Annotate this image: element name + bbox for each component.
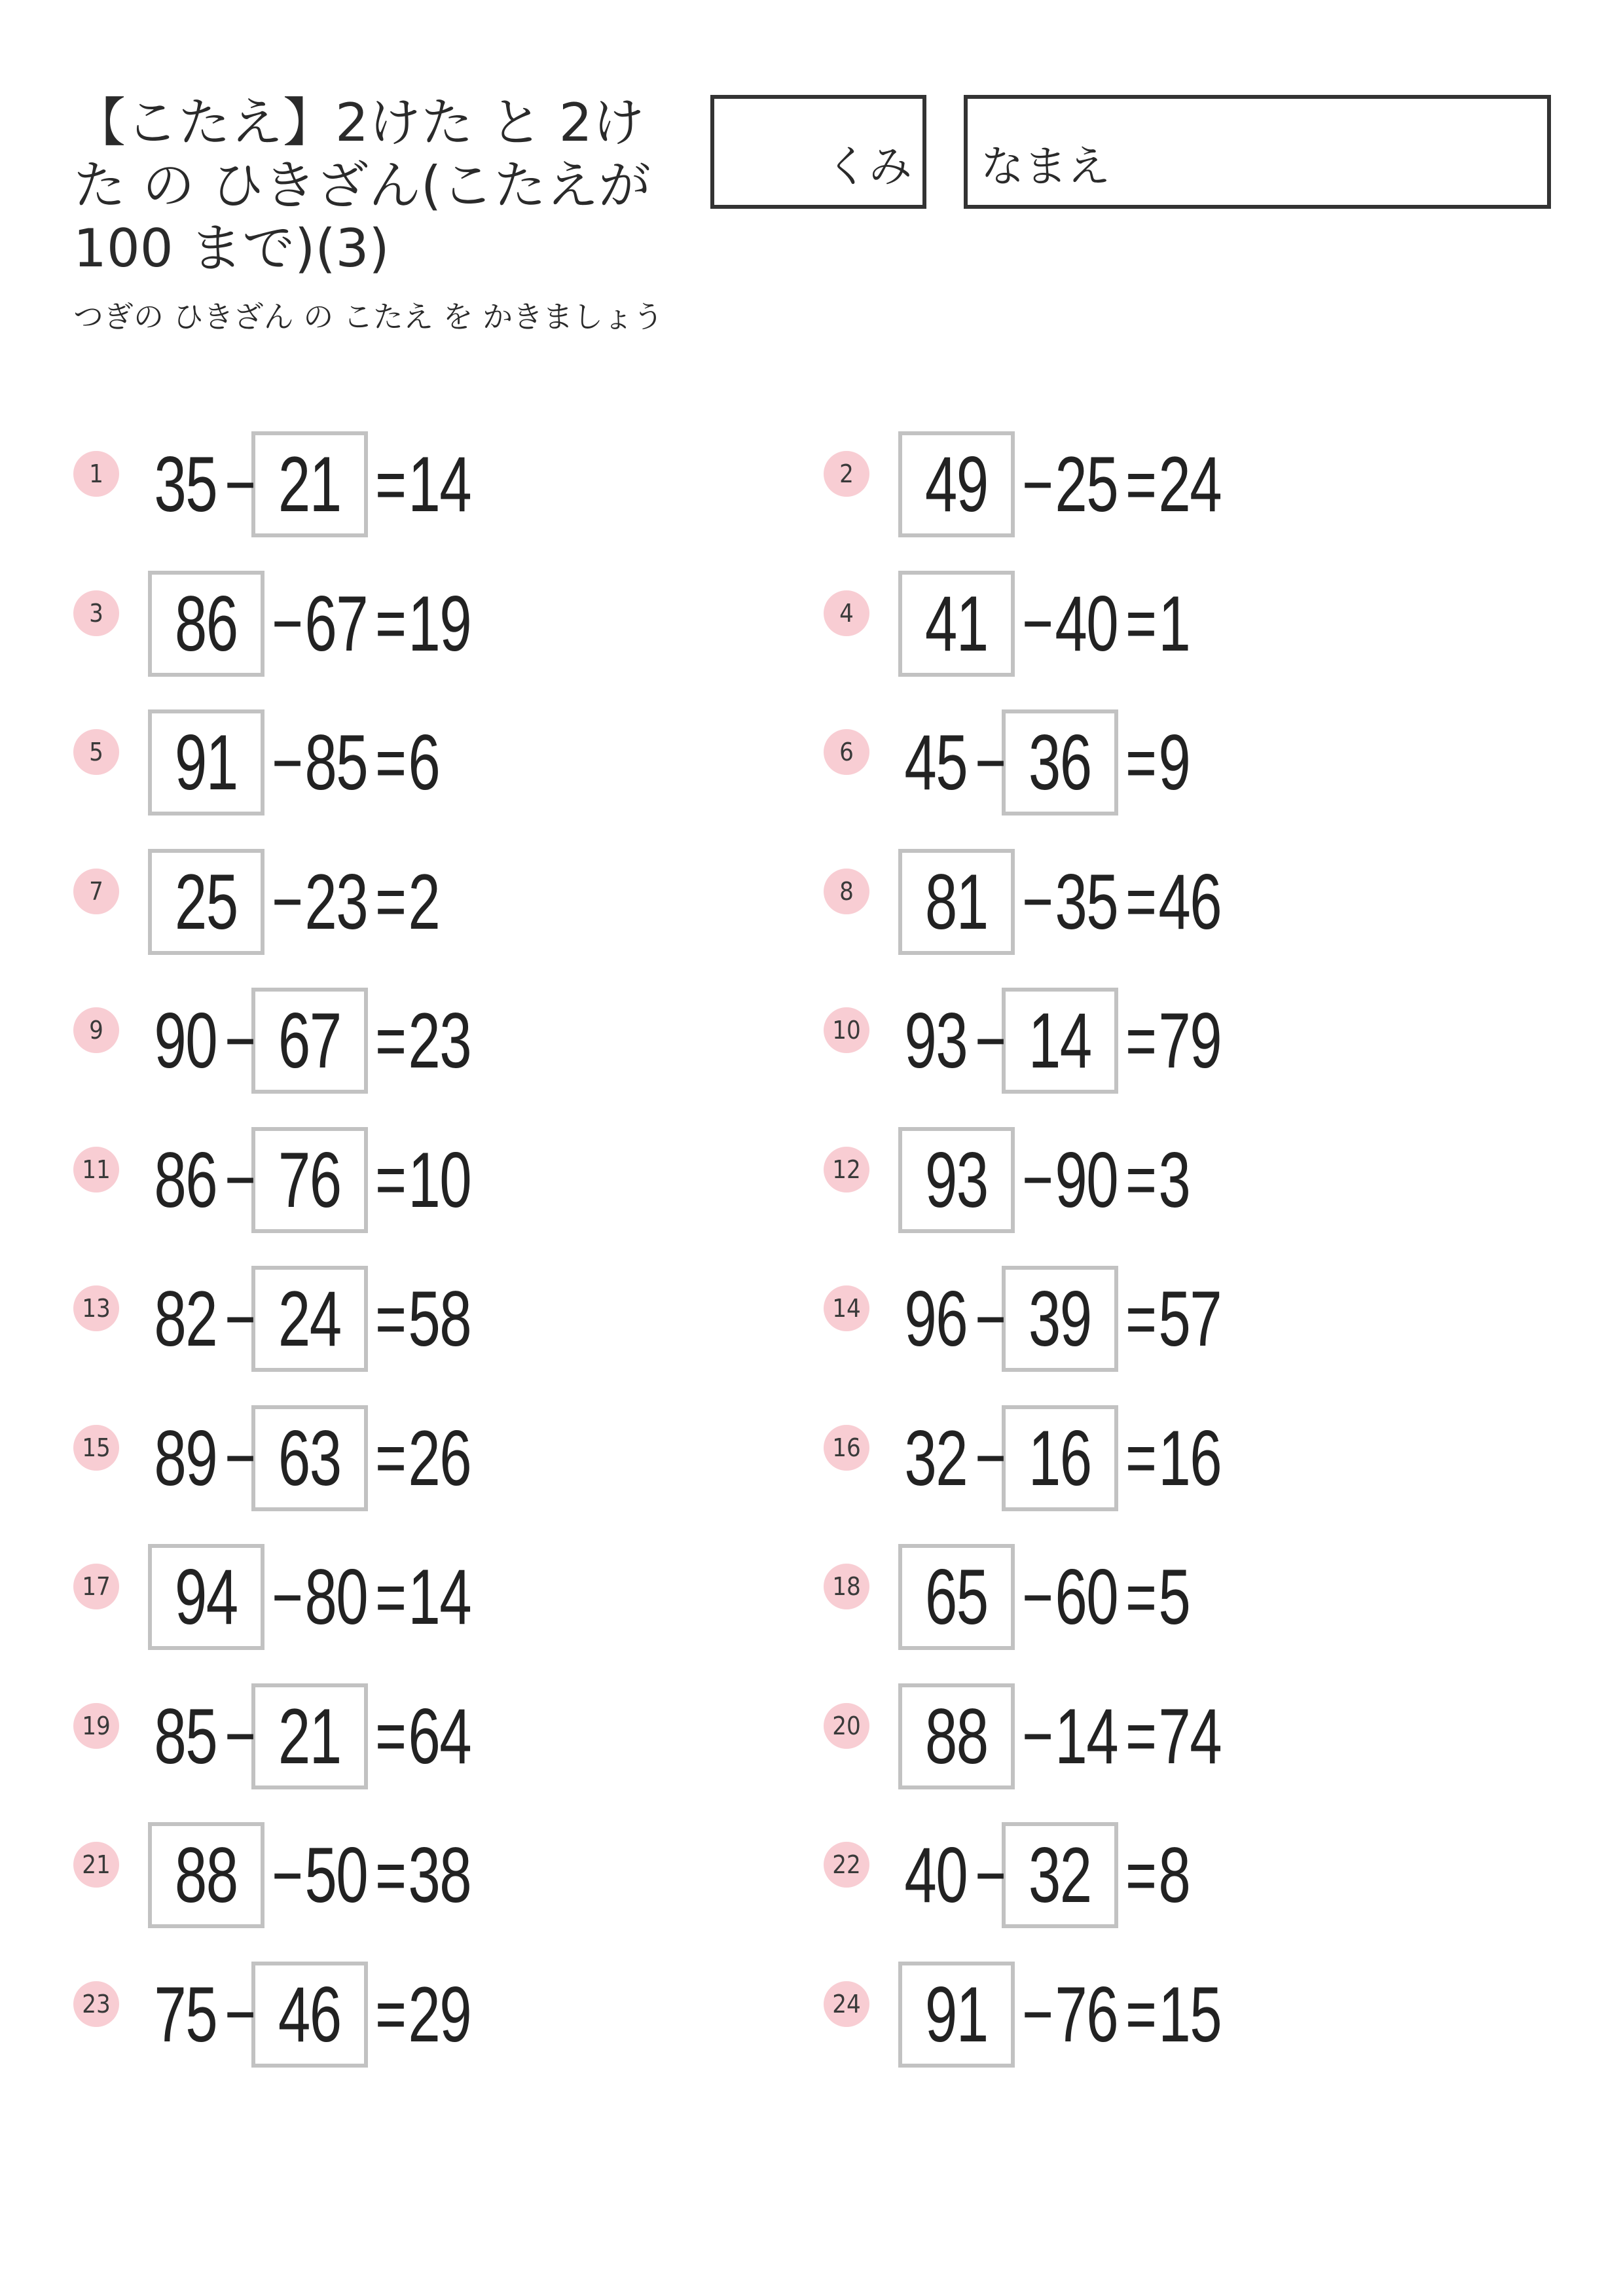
- equals-sign: =: [375, 1418, 406, 1498]
- answer-box[interactable]: [1002, 1266, 1118, 1372]
- result-value: 57: [1158, 1275, 1222, 1363]
- result-value: 14: [408, 1553, 471, 1641]
- problem-item: [73, 429, 475, 540]
- operand-a: 35: [154, 440, 217, 528]
- answer-box[interactable]: [251, 1405, 368, 1511]
- equals-sign: =: [1125, 1556, 1156, 1638]
- result-value: 16: [1158, 1414, 1222, 1502]
- problem-number-badge: 15: [73, 1425, 119, 1471]
- problem-item: [824, 568, 1226, 679]
- operand-a: 75: [154, 1970, 217, 2058]
- problem-item: [824, 1959, 1226, 2070]
- minus-sign: −: [1022, 1974, 1053, 2054]
- problem-number-badge: 7: [73, 869, 119, 914]
- equals-sign: =: [1125, 722, 1156, 803]
- equals-sign: =: [375, 1278, 406, 1359]
- problem-number-badge: 8: [824, 869, 869, 914]
- result-value: 64: [408, 1692, 471, 1780]
- answer-value-b: 76: [278, 1136, 341, 1224]
- operand-a: 90: [154, 997, 217, 1085]
- operand-b: 14: [1055, 1692, 1118, 1780]
- equals-sign: =: [1125, 444, 1156, 525]
- answer-box[interactable]: [1002, 1822, 1118, 1928]
- answer-box[interactable]: [148, 849, 264, 955]
- answer-value-a: 41: [925, 579, 988, 668]
- problem-number-badge: 23: [73, 1981, 119, 2027]
- answer-box[interactable]: [251, 1127, 368, 1233]
- minus-sign: −: [272, 722, 302, 803]
- problem-item: [824, 846, 1226, 958]
- answer-value-a: 88: [175, 1831, 238, 1919]
- operand-a: 85: [154, 1692, 217, 1780]
- problem-number-badge: 11: [73, 1147, 119, 1193]
- answer-box[interactable]: [251, 1683, 368, 1789]
- answer-box[interactable]: [898, 1544, 1015, 1650]
- operand-b: 23: [304, 857, 368, 946]
- result-value: 8: [1158, 1831, 1190, 1919]
- result-value: 79: [1158, 997, 1222, 1085]
- minus-sign: −: [225, 1418, 255, 1498]
- result-value: 2: [408, 857, 440, 946]
- instruction-text: つぎの ひきざん の こたえ を かきましょう: [73, 299, 664, 334]
- minus-sign: −: [225, 1278, 255, 1359]
- minus-sign: −: [975, 722, 1006, 803]
- minus-sign: −: [1022, 444, 1053, 525]
- minus-sign: −: [272, 861, 302, 942]
- result-value: 1: [1158, 579, 1190, 668]
- problem-number-badge: 14: [824, 1285, 869, 1331]
- operand-b: 35: [1055, 857, 1118, 946]
- result-value: 58: [408, 1275, 471, 1363]
- operand-b: 40: [1055, 579, 1118, 668]
- problem-number-badge: 4: [824, 590, 869, 636]
- problem-item: [73, 1403, 475, 1514]
- problem-item: [73, 1820, 475, 1931]
- answer-box[interactable]: [1002, 1405, 1118, 1511]
- operand-b: 60: [1055, 1553, 1118, 1641]
- problem-item: [73, 1541, 475, 1653]
- answer-box[interactable]: [1002, 709, 1118, 816]
- result-value: 23: [408, 997, 471, 1085]
- name-label: なまえ: [981, 141, 1110, 192]
- answer-value-a: 81: [925, 857, 988, 946]
- answer-value-b: 39: [1029, 1275, 1091, 1363]
- minus-sign: −: [225, 1974, 255, 2054]
- problem-item: [824, 1124, 1226, 1236]
- problem-number-badge: 24: [824, 1981, 869, 2027]
- problem-number-badge: 19: [73, 1703, 119, 1749]
- equals-sign: =: [1125, 583, 1156, 664]
- result-value: 24: [1158, 440, 1222, 528]
- answer-value-b: 67: [278, 997, 341, 1085]
- result-value: 46: [1158, 857, 1222, 946]
- minus-sign: −: [975, 1835, 1006, 1916]
- problem-item: [824, 707, 1226, 818]
- operand-b: 67: [304, 579, 368, 668]
- result-value: 38: [408, 1831, 471, 1919]
- problem-item: [824, 1681, 1226, 1792]
- problem-number-badge: 20: [824, 1703, 869, 1749]
- minus-sign: −: [1022, 583, 1053, 664]
- class-label: くみ: [826, 141, 912, 192]
- problem-item: [73, 1263, 475, 1374]
- answer-value-b: 32: [1029, 1831, 1091, 1919]
- minus-sign: −: [1022, 1139, 1053, 1220]
- answer-box[interactable]: [251, 1962, 368, 2068]
- equals-sign: =: [1125, 1696, 1156, 1776]
- minus-sign: −: [975, 1418, 1006, 1498]
- operand-a: 32: [904, 1414, 968, 1502]
- equals-sign: =: [375, 1696, 406, 1776]
- answer-value-b: 63: [278, 1414, 341, 1502]
- equals-sign: =: [1125, 1139, 1156, 1220]
- answer-value-b: 21: [278, 1692, 341, 1780]
- minus-sign: −: [1022, 861, 1053, 942]
- problem-item: [824, 1820, 1226, 1931]
- answer-value-b: 24: [278, 1275, 341, 1363]
- equals-sign: =: [1125, 1278, 1156, 1359]
- problem-item: [73, 707, 475, 818]
- problem-number-badge: 22: [824, 1842, 869, 1888]
- answer-value-b: 36: [1029, 719, 1091, 806]
- minus-sign: −: [1022, 1556, 1053, 1638]
- answer-value-a: 91: [175, 719, 238, 806]
- operand-a: 89: [154, 1414, 217, 1502]
- answer-box[interactable]: [898, 1127, 1015, 1233]
- problem-number-badge: 18: [824, 1564, 869, 1609]
- result-value: 10: [408, 1136, 471, 1224]
- answer-box[interactable]: [898, 849, 1015, 955]
- operand-a: 82: [154, 1275, 217, 1363]
- problem-number-badge: 3: [73, 590, 119, 636]
- problem-number-badge: 16: [824, 1425, 869, 1471]
- result-value: 15: [1158, 1970, 1222, 2058]
- answer-box[interactable]: [898, 571, 1015, 677]
- problem-number-badge: 10: [824, 1007, 869, 1053]
- problem-number-badge: 12: [824, 1147, 869, 1193]
- equals-sign: =: [1125, 1835, 1156, 1916]
- answer-box[interactable]: [251, 431, 368, 537]
- problem-number-badge: 17: [73, 1564, 119, 1609]
- operand-a: 86: [154, 1136, 217, 1224]
- minus-sign: −: [225, 1000, 255, 1081]
- result-value: 3: [1158, 1136, 1190, 1224]
- answer-box[interactable]: [251, 1266, 368, 1372]
- answer-value-a: 94: [175, 1553, 238, 1641]
- problem-number-badge: 1: [73, 451, 119, 497]
- answer-value-b: 14: [1029, 997, 1091, 1085]
- operand-b: 90: [1055, 1136, 1118, 1224]
- problem-number-badge: 9: [73, 1007, 119, 1053]
- problem-item: [73, 1681, 475, 1792]
- answer-box[interactable]: [898, 1683, 1015, 1789]
- answer-value-a: 86: [175, 579, 238, 668]
- answer-value-a: 88: [925, 1692, 988, 1780]
- problem-item: [73, 1959, 475, 2070]
- result-value: 26: [408, 1414, 471, 1502]
- equals-sign: =: [1125, 1974, 1156, 2054]
- equals-sign: =: [1125, 1418, 1156, 1498]
- minus-sign: −: [975, 1278, 1006, 1359]
- equals-sign: =: [375, 1000, 406, 1081]
- result-value: 14: [408, 440, 471, 528]
- equals-sign: =: [375, 1974, 406, 2054]
- operand-b: 80: [304, 1553, 368, 1641]
- answer-box[interactable]: [148, 1544, 264, 1650]
- operand-b: 25: [1055, 440, 1118, 528]
- answer-box[interactable]: [148, 571, 264, 677]
- problem-item: [824, 1541, 1226, 1653]
- problem-number-badge: 5: [73, 729, 119, 775]
- answer-value-b: 46: [278, 1970, 341, 2058]
- minus-sign: −: [225, 1139, 255, 1220]
- result-value: 6: [408, 719, 440, 806]
- equals-sign: =: [375, 1835, 406, 1916]
- answer-box[interactable]: [251, 988, 368, 1094]
- problem-item: [824, 985, 1226, 1096]
- result-value: 74: [1158, 1692, 1222, 1780]
- answer-box[interactable]: [898, 431, 1015, 537]
- minus-sign: −: [272, 1556, 302, 1638]
- equals-sign: =: [375, 1139, 406, 1220]
- equals-sign: =: [375, 1556, 406, 1638]
- answer-box[interactable]: [148, 1822, 264, 1928]
- answer-value-a: 91: [925, 1970, 988, 2058]
- problem-item: [73, 985, 475, 1096]
- problem-item: [73, 846, 475, 958]
- minus-sign: −: [272, 583, 302, 664]
- result-value: 29: [408, 1970, 471, 2058]
- result-value: 19: [408, 579, 471, 668]
- result-value: 5: [1158, 1553, 1190, 1641]
- worksheet-title: 【こたえ】2けた と 2けた の ひきざん(こたえが 100 まで)(3): [73, 92, 651, 279]
- answer-value-b: 16: [1029, 1414, 1091, 1502]
- problem-number-badge: 6: [824, 729, 869, 775]
- answer-value-b: 21: [278, 440, 341, 528]
- minus-sign: −: [225, 1696, 255, 1776]
- problem-item: [73, 1124, 475, 1236]
- minus-sign: −: [272, 1835, 302, 1916]
- problem-number-badge: 13: [73, 1285, 119, 1331]
- problem-item: [824, 1263, 1226, 1374]
- minus-sign: −: [1022, 1696, 1053, 1776]
- result-value: 9: [1158, 719, 1190, 806]
- equals-sign: =: [375, 722, 406, 803]
- answer-value-a: 49: [925, 440, 988, 528]
- problem-number-badge: 2: [824, 451, 869, 497]
- minus-sign: −: [975, 1000, 1006, 1081]
- answer-box[interactable]: [148, 709, 264, 816]
- equals-sign: =: [1125, 861, 1156, 942]
- problem-item: [73, 568, 475, 679]
- operand-a: 96: [904, 1275, 968, 1363]
- answer-value-a: 25: [175, 857, 238, 946]
- operand-a: 40: [904, 1831, 968, 1919]
- problem-item: [824, 429, 1226, 540]
- answer-box[interactable]: [1002, 988, 1118, 1094]
- operand-a: 93: [904, 997, 968, 1085]
- answer-value-a: 93: [925, 1136, 988, 1224]
- operand-a: 45: [904, 719, 968, 806]
- problem-item: [824, 1403, 1226, 1514]
- operand-b: 50: [304, 1831, 368, 1919]
- answer-value-a: 65: [925, 1553, 988, 1641]
- problem-number-badge: 21: [73, 1842, 119, 1888]
- minus-sign: −: [225, 444, 255, 525]
- answer-box[interactable]: [898, 1962, 1015, 2068]
- equals-sign: =: [1125, 1000, 1156, 1081]
- equals-sign: =: [375, 583, 406, 664]
- operand-b: 76: [1055, 1970, 1118, 2058]
- equals-sign: =: [375, 444, 406, 525]
- equals-sign: =: [375, 861, 406, 942]
- operand-b: 85: [304, 719, 368, 806]
